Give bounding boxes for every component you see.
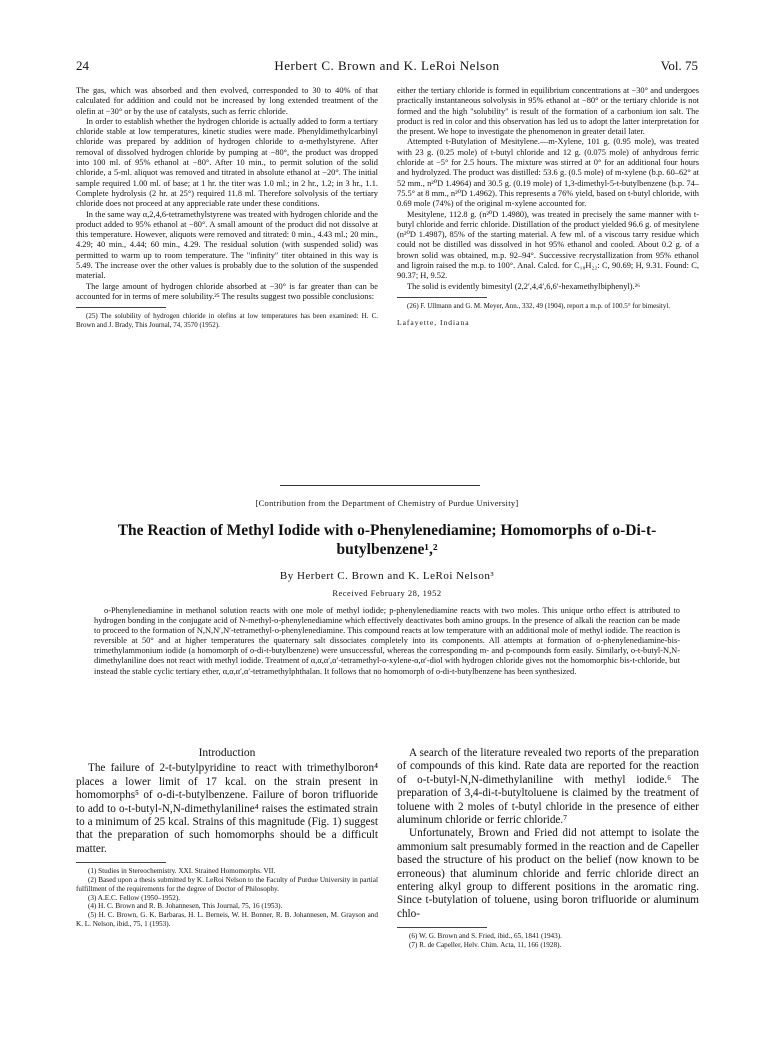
previous-article-left-column (76, 86, 378, 329)
paragraph: The large amount of hydrogen chloride absorbed at −30° is far greater than can be accounted for in terms of mere solubility.²⁵ The results suggest two possible conclusions: (76, 281, 378, 301)
paragraph: either the tertiary chloride is formed in equilibrium concentrations at −30° and undergoes practically instantaneous solvolysis in 95% ethanol at −80° or the tertiary chloride is not formed and the high "solubility" is result of the formation of a carbonium ion salt. The product is red in color and this observation has led us to adopt the latter interpretation for the present. We hope to investigate the phenomenon in greater detail later. (397, 86, 699, 137)
abstract: o-Phenylenediamine in methanol solution reacts with one mole of methyl iodide; p-phenylenediamine reacts with two moles. This unique ortho effect is attributed to hydrogen bonding in the conjugate acid of N-methyl-o-phenylenediamine which effectively deactivates both amino groups. In the presence of alkali the reaction can be made to proceed to the formation of N,N,N′,N′-tetramethyl-o-phenylenediamine. This compound reacts at low temperature with an additional mole of methyl iodide. The reaction is reversible at 50° and at higher temperatures the quaternary salt dissociates completely into its components. All attempts at formation of o-phenylenediamine-bis-trimethylammonium iodide (a homomorph of o-di-t-butylbenzene) were unsuccessful, whereas the corresponding m- and p-compounds form easily. Similarly, o-t-butyl-N,N-dimethylaniline does not react with methyl iodide. Treatment of α,α,α′,α′-tetramethyl-o-xylene-α,α′-diol with hydrogen chloride gives not the homomorphic bis-t-chloride, but instead the stable cyclic tertiary ether, α,α,α′,α′-tetramethylphthalan. It follows that no homomorph of o-di-t-butylbenzene has been synthesized. (94, 606, 680, 676)
paragraph: The failure of 2-t-butylpyridine to react with trimethylboron⁴ places a lower limit of 17 kcal. on the strain present in homomorphs⁵ of o-di-t-butylbenzene. Failure of boron trifluoride to add to o-t-butyl-N,N-dimethylaniline⁴ raises the estimated strain to a minimum of 25 kcal. Strains of this magnitude (Fig. 1) suggest that the preparation of such homomorphs should be a difficult matter. (76, 762, 378, 855)
paragraph: Unfortunately, Brown and Fried did not attempt to isolate the ammonium salt presumably formed in the reaction and de Capeller based the structure of his product on the belief (now known to be erroneous) that aluminum chloride and ferric chloride direct an entering alkyl group to different positions in the aromatic ring. Since t-butylation of toluene, using boron trifluoride or aluminum chlo- (397, 827, 699, 920)
article-title: The Reaction of Methyl Iodide with o-Phenylenediamine; Homomorphs of o-Di-t-butylbenzene¹,² (117, 522, 657, 558)
previous-article-right-column (397, 86, 699, 328)
page-number: 24 (76, 58, 89, 73)
footnote: (2) Based upon a thesis submitted by K. LeRoi Nelson to the Faculty of Purdue University in partial fulfillment of the requirements for the degree of Doctor of Philosophy. (76, 876, 378, 893)
paragraph: The gas, which was absorbed and then evolved, corresponded to 30 to 40% of that calculated for addition and could not be increased by long extended treatment of the olefin at −30° or by the use of catalysts, such as ferric chloride. (76, 86, 378, 116)
footnote: (1) Studies in Stereochemistry. XXI. Strained Homomorphs. VII. (88, 867, 276, 876)
article-separator (280, 485, 480, 486)
footnote: (25) The solubility of hydrogen chloride in olefins at low temperatures has been examined: H. C. Brown and J. Brady, This Journal, 74, 3570 (1952). (76, 312, 378, 329)
paragraph: The solid is evidently bimesityl (2,2′,4,4′,6,6′-hexamethylbiphenyl).²⁶ (407, 281, 641, 291)
footnote-divider (76, 307, 166, 308)
paragraph: In the same way α,2,4,6-tetramethylstyrene was treated with hydrogen chloride and the product added to 95% ethanol at −80°. A small amount of the product did not dissolve at this temperature. However, aliquots were removed and titrated: 0 min., 4.43 ml.; 20 min., 4.29; 40 min., 4.44; 60 min., 4.29. The residual solution (with suspended solid) was permitted to warm up to room temperature. The "infinity" titer obtained in this way is 5.49. The increase over the other values is probably due to the solution of the suspended material. (76, 209, 378, 281)
footnote: (3) A.E.C. Fellow (1950–1952). (88, 893, 181, 902)
running-title: Herbert C. Brown and K. LeRoi Nelson (274, 58, 500, 73)
footnote: (6) W. G. Brown and S. Fried, ibid., 65, 1841 (1943). (409, 932, 562, 941)
received-date: Received February 28, 1952 (332, 588, 442, 598)
article-authors: By Herbert C. Brown and K. LeRoi Nelson³ (279, 570, 495, 582)
paragraph: A search of the literature revealed two reports of the preparation of compounds of this kind. Rate data are reported for the reaction of o-t-butyl-N,N-dimethylaniline with methyl iodide.⁶ The preparation of 3,4-di-t-butyltoluene is claimed by the treatment of toluene with 2 moles of t-butyl chloride in the presence of either aluminum chloride or ferric chloride.⁷ (397, 747, 699, 827)
footnote: (7) R. de Capeller, Helv. Chim. Acta, 11, 166 (1928). (409, 941, 562, 950)
footnote-divider (76, 862, 166, 863)
footnote-divider (397, 927, 487, 928)
paragraph: Mesitylene, 112.8 g. (n²⁰D 1.4980), was treated in precisely the same manner with t-butyl chloride and ferric chloride. Distillation of the product yielded 96.6 g. of mesitylene (n²⁰D 1.4987), 85% of the starting material. A few ml. of a viscous tarry residue which could not be distilled was dissolved in hot 95% ethanol and cooled. About 0.2 g. of a brown solid was obtained, m.p. 92–94°. Successive recrystallization from 95% ethanol and ligroin raised the m.p. to 100°. Anal. Calcd. for C₁₈H₂₂: C, 90.69; H, 9.31. Found: C, 90.37; H, 9.52. (397, 209, 699, 281)
signoff-location: Lafayette, Indiana (397, 317, 470, 327)
footnote: (26) F. Ullmann and G. M. Meyer, Ann., 332, 49 (1904), report a m.p. of 100.5° for bimesityl. (407, 301, 671, 310)
introduction-left-column (76, 747, 378, 929)
paragraph: In order to establish whether the hydrogen chloride is actually added to form a tertiary chloride stable at low temperatures, kinetic studies were made. Phenyldimethylcarbinyl chloride was prepared by addition of hydrogen chloride to α-methylstyrene. After removal of dissolved hydrogen chloride by pumping at −80°, the product was dropped into 100 ml. of 95% ethanol at −80°. After 10 min., to permit solution of the solid chloride, a 5-ml. aliquot was removed and titrated in absolute ethanol at −20°. The initial sample required 1.00 ml. of base; at 1 hr. the titer was 1.0 ml.; in 2 hr., 1.2; in 3 hr., 1.1. Complete hydrolysis (2 hr. at 25°) required 11.8 ml. Therefore solvolysis of the tertiary chloride does not proceed at any appreciable rate under these conditions. (76, 116, 378, 209)
section-heading: Introduction (198, 747, 256, 759)
volume-label: Vol. 75 (660, 58, 698, 73)
running-header (76, 58, 698, 76)
footnote: (4) H. C. Brown and R. B. Johannesen, This Journal, 75, 16 (1953). (88, 902, 283, 911)
contribution-line: [Contribution from the Department of Chemistry of Purdue University] (255, 498, 519, 508)
introduction-right-column (397, 747, 699, 950)
paragraph: Attempted t-Butylation of Mesitylene.—m-Xylene, 101 g. (0.95 mole), was treated with 23 g. (0.25 mole) of t-butyl chloride and 12 g. (0.075 mole) of anhydrous ferric chloride at −5° for 2.5 hours. The mixture was stirred at 0° for an additional four hours and hydrolyzed. The product was distilled: 53.6 g. (0.5 mole) of m-xylene (b.p. 60–62° at 52 mm., n²⁰D 1.4964) and 30.5 g. (0.19 mole) of 1,3-dimethyl-5-t-butylbenzene (b.p. 74–75.5° at 8 mm., n²⁰D 1.4962). This represents a 76% yield, based on t-butyl chloride, with 0.69 mole (74%) of the original m-xylene accounted for. (397, 137, 699, 209)
footnote: (5) H. C. Brown, G. K. Barbaras, H. L. Berneis, W. H. Bonner, R. B. Johannesen, M. Grayson and K. L. Nelson, ibid., 75, 1 (1953). (76, 911, 378, 929)
footnote-divider (397, 297, 487, 298)
